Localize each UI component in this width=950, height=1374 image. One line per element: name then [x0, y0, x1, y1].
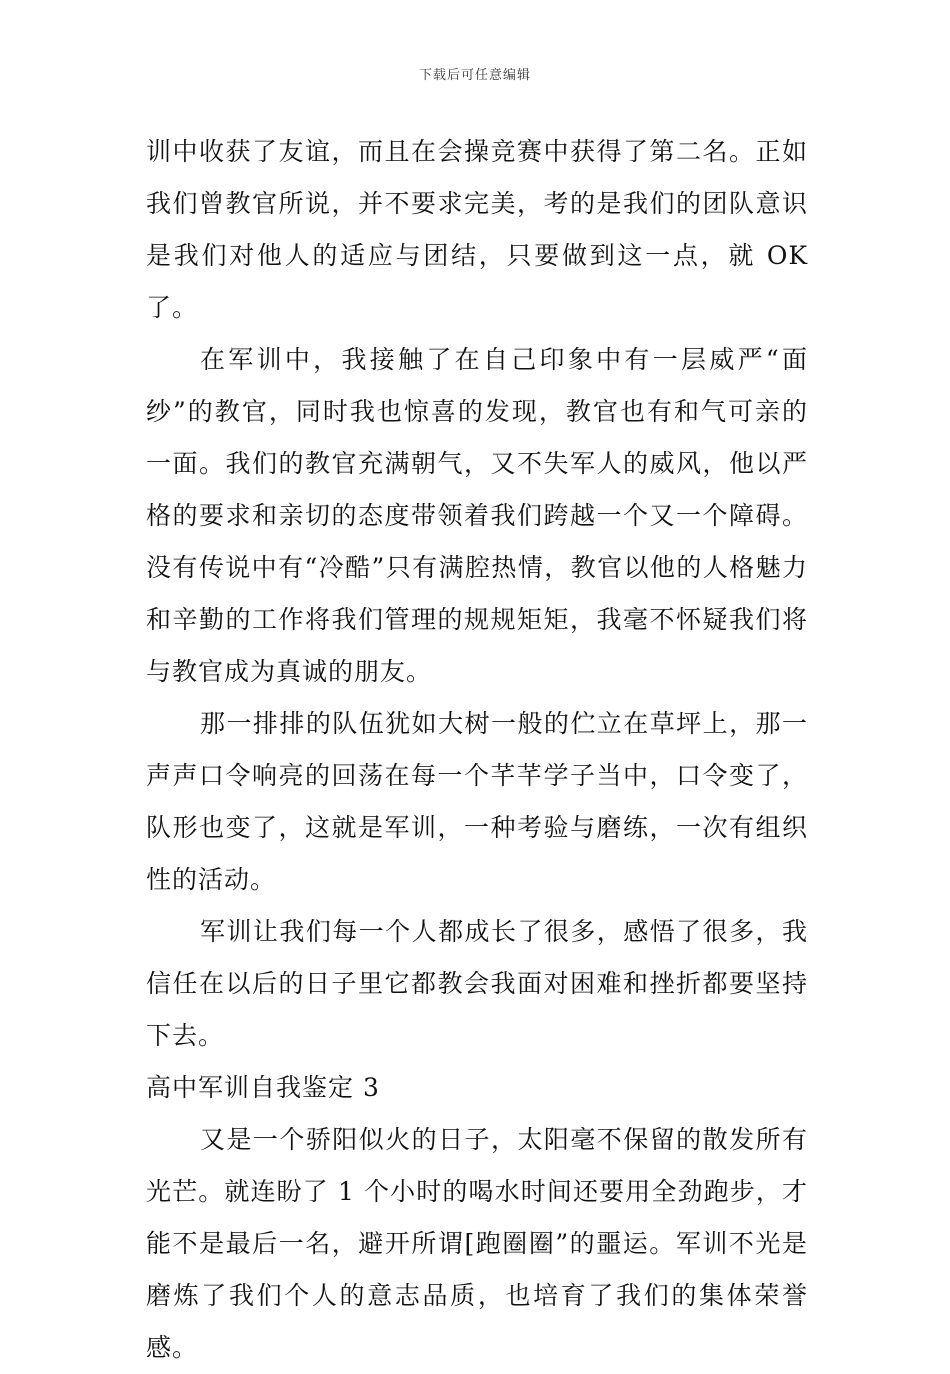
paragraph-hot-day: 又是一个骄阳似火的日子，太阳毫不保留的散发所有光芒。就连盼了 1 个小时的喝水时间还要用全劲跑步，才能不是最后一名，避开所谓[跑圈圈”的噩运。军训不光是磨炼了我们个人的意志品质，也培育了我们的集体荣誉感。: [146, 1125, 808, 1362]
document-body: [146, 126, 808, 1374]
paragraph-instructors: 在军训中，我接触了在自己印象中有一层威严“面纱”的教官，同时我也惊喜的发现，教官也有和气可亲的一面。我们的教官充满朝气，又不失军人的威风，他以严格的要求和亲切的态度带领着我们跨越一个又一个障碍。没有传说中有“冷酷”只有满腔热情，教官以他的人格魅力和辛勤的工作将我们管理的规规矩矩，我毫不怀疑我们将与教官成为真诚的朋友。: [146, 345, 808, 686]
paragraph-formation: 那一排排的队伍犹如大树一般的伫立在草坪上，那一声声口令响亮的回荡在每一个芊芊学子当中，口令变了，队形也变了，这就是军训，一种考验与磨练，一次有组织性的活动。: [146, 709, 808, 894]
section-heading: 高中军训自我鉴定 3: [146, 1073, 380, 1102]
paragraph-continued: 训中收获了友谊，而且在会操竞赛中获得了第二名。正如我们曾教官所说，并不要求完美，考的是我们的团队意识是我们对他人的适应与团结，只要做到这一点，就 OK 了。: [146, 137, 808, 322]
page-header: 下载后可任意编辑: [418, 68, 531, 83]
paragraph-growth: 军训让我们每一个人都成长了很多，感悟了很多，我信任在以后的日子里它都教会我面对困难和挫折都要坚持下去。: [146, 917, 808, 1050]
